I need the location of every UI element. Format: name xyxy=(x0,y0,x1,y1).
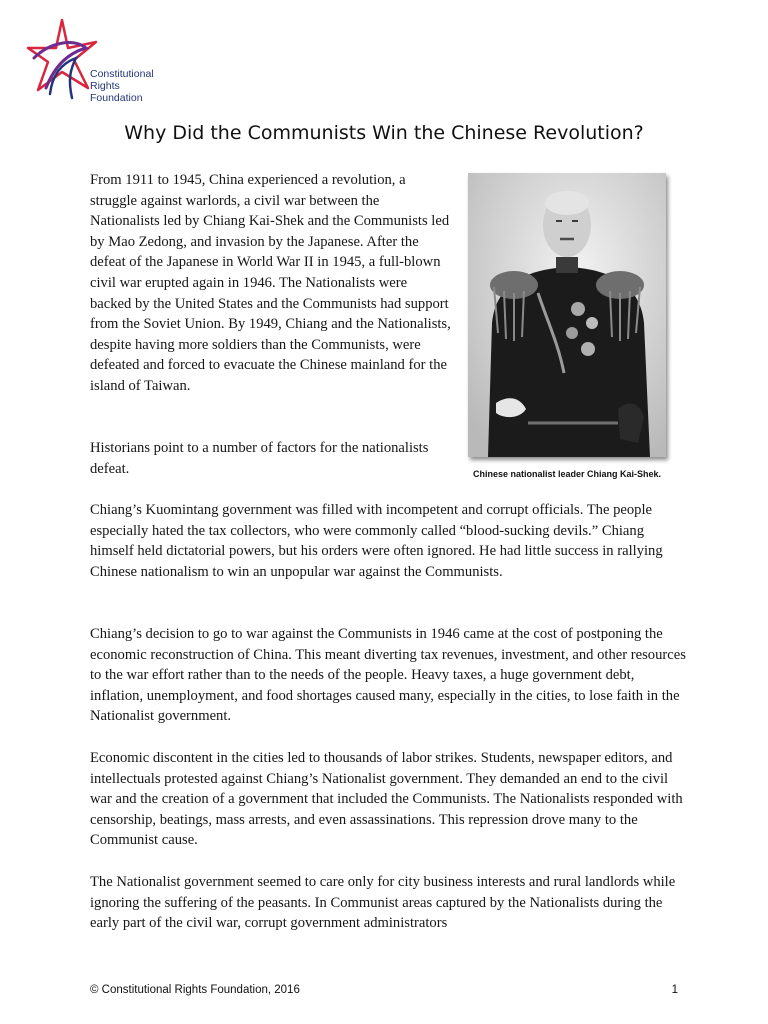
paragraph-discontent: Economic discontent in the cities led to thousands of labor strikes. Students, newspaper editors, and intellectuals protested against Chiang’s Nationalist government. They demanded an end to the civil war and the creation of a government that included the Communists. The Nationalists responded with censorship, beatings, mass arrests, and even assassinations. This repression drove many to the Communist cause. xyxy=(90,750,683,849)
paragraph-intro: From 1911 to 1945, China experienced a revolution, a struggle against warlords, a civil war between the Nationalists led by Chiang Kai-Shek and the Communists led by Mao Zedong, and invasion by the Japanese. After the defeat of the Japanese in World War II in 1945, a full-blown civil war erupted again in 1946. The Nationalists were backed by the United States and the Communists had support from the Soviet Union. By 1949, Chiang and the Nationalists, despite having more soldiers than the Communists, were defeated and forced to evacuate the Chinese mainland for the island of Taiwan. xyxy=(90,172,451,394)
page-footer xyxy=(90,984,678,1000)
copyright-text: © Constitutional Rights Foundation, 2016 xyxy=(90,984,300,996)
org-name-line: Foundation xyxy=(90,92,143,104)
star-logo-icon xyxy=(26,18,98,108)
page-title: Why Did the Communists Win the Chinese Revolution? xyxy=(124,122,644,144)
portrait-photo xyxy=(468,173,666,457)
paragraph-corruption: Chiang’s Kuomintang government was filled with incompetent and corrupt officials. The people especially hated the tax collectors, who were commonly called “blood-sucking devils.” Chiang himself held dictatorial powers, but his orders were often ignored. He had little success in rallying Chinese nationalism to win an unpopular war against the Communists. xyxy=(90,502,663,580)
org-name xyxy=(90,68,154,104)
page-number: 1 xyxy=(671,984,678,996)
org-name-line: Rights xyxy=(90,80,120,92)
photo-caption: Chinese nationalist leader Chiang Kai-Shek. xyxy=(472,469,662,479)
logo xyxy=(26,18,166,108)
org-name-line: Constitutional xyxy=(90,68,154,80)
paragraph-war-decision: Chiang’s decision to go to war against the Communists in 1946 came at the cost of postponing the economic reconstruction of China. This meant diverting tax revenues, investment, and other resources to the war effort rather than to the needs of the people. Heavy taxes, a huge government debt, inflation, unemployment, and food shortages caused many, especially in the cities, to lose faith in the Nationalist government. xyxy=(90,626,686,725)
paragraph-factors: Historians point to a number of factors for the nationalists defeat. xyxy=(90,440,429,477)
paragraph-peasants: The Nationalist government seemed to care only for city business interests and rural landlords while ignoring the suffering of the peasants. In Communist areas captured by the Nationalists during the early part of the civil war, corrupt government administrators xyxy=(90,874,676,932)
